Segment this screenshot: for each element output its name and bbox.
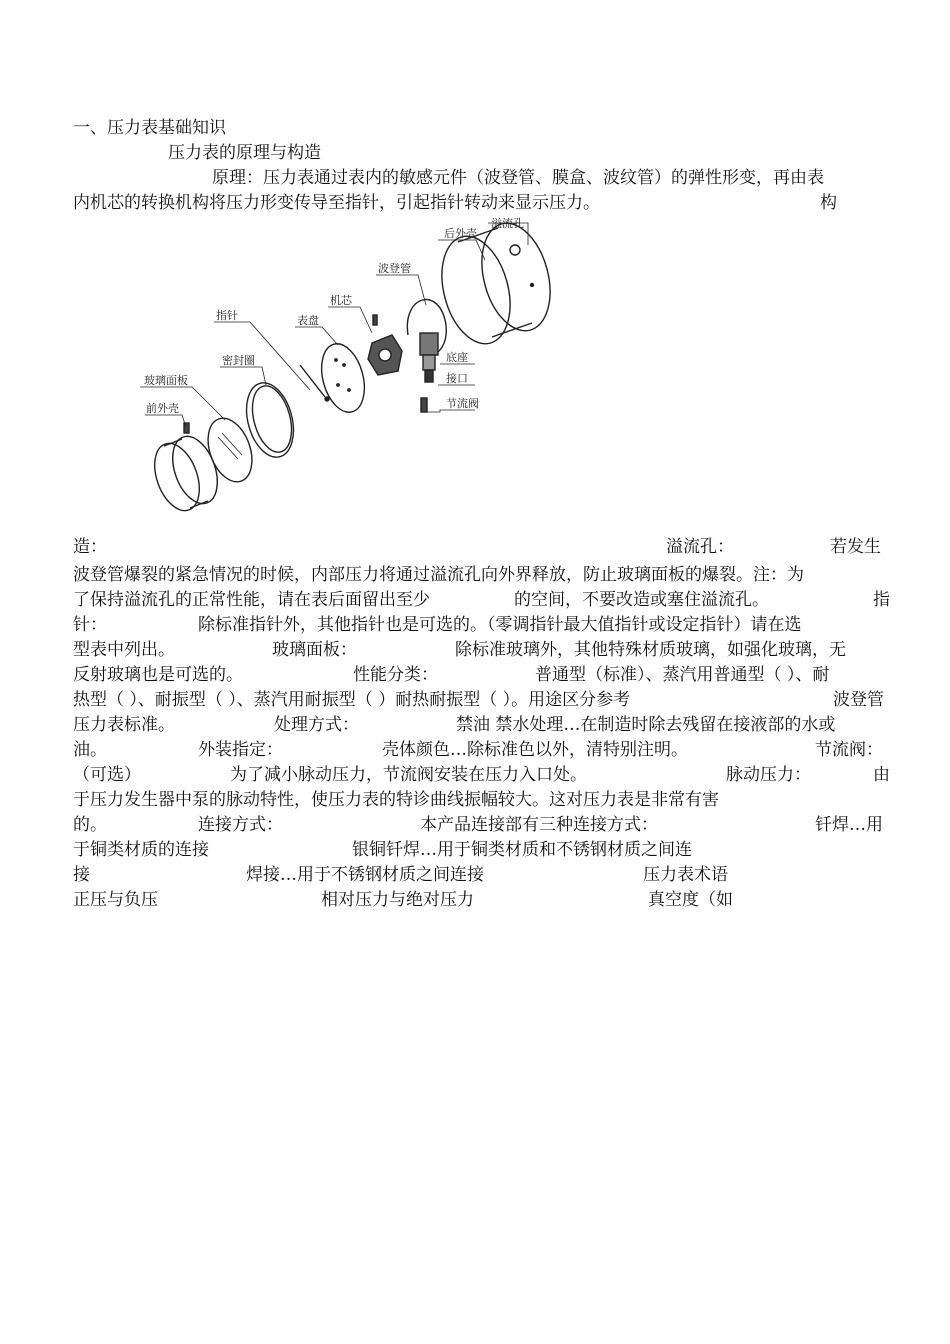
body-line-12-d: 钎焊…用 <box>815 815 883 835</box>
throttle-valve-part <box>421 398 427 412</box>
body-line-3-c: 指 <box>873 590 890 610</box>
body-line-2: 波登管爆裂的紧急情况的时候，内部压力将通过溢流孔向外界释放，防止玻璃面板的爆裂。注：为 <box>73 565 804 585</box>
body-line-9-d: 节流阀： <box>815 740 883 760</box>
body-line-9-a: 油。 <box>73 740 107 760</box>
label-throttle-valve: 节流阀 <box>446 397 479 410</box>
body-line-10-c: 脉动压力： <box>726 765 811 785</box>
body-line-7-b: 波登管 <box>833 690 884 710</box>
body-line-9-b: 外装指定： <box>198 740 283 760</box>
body-line-8-b: 处理方式： <box>274 715 359 735</box>
body-line-10-b: 为了减小脉动压力，节流阀安装在压力入口处。 <box>230 765 587 785</box>
section-heading: 一、压力表基础知识 <box>73 118 226 138</box>
body-line-9-c: 壳体颜色…除标准色以外，清特别注明。 <box>382 740 688 760</box>
body-line-15-c: 真空度（如 <box>648 890 733 910</box>
dial-part <box>315 339 372 417</box>
body-line-6-c: 普通型（标准）、蒸汽用普通型（ ）、耐 <box>535 665 830 685</box>
bourdon-tube-part <box>407 300 446 382</box>
body-line-3-a: 了保持溢流孔的正常性能，请在表后面留出至少 <box>73 590 430 610</box>
label-bourdon-tube: 波登管 <box>378 262 411 275</box>
body-line-14-a: 接 <box>73 865 90 885</box>
body-line-4-a: 针： <box>73 615 107 635</box>
body-line-3-b: 的空间，不要改造或塞住溢流孔。 <box>514 590 769 610</box>
subsection-heading: 压力表的原理与构造 <box>168 143 321 163</box>
label-base: 底座 <box>446 351 468 364</box>
intro-line-1: 原理：压力表通过表内的敏感元件（波登管、膜盒、波纹管）的弹性形变，再由表 <box>212 168 824 188</box>
seal-ring-part <box>239 378 301 463</box>
body-line-15-a: 正压与负压 <box>73 890 158 910</box>
label-overflow-hole: 溢流孔 <box>491 217 524 230</box>
body-line-4-b: 除标准指针外，其他指针也是可选的。（零调指针最大值指针或设定指针）请在选 <box>198 615 802 635</box>
body-line-11: 于压力发生器中泵的脉动特性，使压力表的特诊曲线振幅较大。这对压力表是非常有害 <box>73 790 719 810</box>
body-line-8-c: 禁油 禁水处理…在制造时除去残留在接液部的水或 <box>456 715 836 735</box>
body-line-1-a: 造： <box>73 537 107 557</box>
intro-line-2-tail: 构 <box>820 193 837 213</box>
glass-panel-part <box>200 412 260 488</box>
body-line-6-b: 性能分类： <box>353 665 438 685</box>
body-line-6-a: 反射玻璃也是可选的。 <box>73 665 243 685</box>
front-case-part <box>146 423 226 517</box>
body-line-13-a: 于铜类材质的连接 <box>73 840 209 860</box>
body-line-14-c: 压力表术语 <box>643 865 728 885</box>
body-line-12-c: 本产品连接部有三种连接方式： <box>420 815 658 835</box>
body-line-8-a: 压力表标准。 <box>73 715 175 735</box>
label-pointer: 指针 <box>216 309 238 322</box>
pressure-gauge-exploded-diagram <box>140 215 560 520</box>
body-line-15-b: 相对压力与绝对压力 <box>321 890 474 910</box>
body-line-5-b: 玻璃面板： <box>272 640 357 660</box>
label-movement: 机芯 <box>330 294 352 307</box>
body-line-10-d: 由 <box>873 765 890 785</box>
body-line-10-a: （可选） <box>73 765 141 785</box>
label-dial: 表盘 <box>297 314 319 327</box>
body-line-12-b: 连接方式： <box>198 815 283 835</box>
body-line-1-c: 若发生 <box>830 537 881 557</box>
body-line-13-b: 银铜钎焊…用于铜类材质和不锈钢材质之间连 <box>352 840 692 860</box>
body-line-12-a: 的。 <box>73 815 107 835</box>
label-front-case: 前外壳 <box>146 402 179 415</box>
body-line-5-a: 型表中列出。 <box>73 640 175 660</box>
intro-line-2: 内机芯的转换机构将压力形变传导至指针，引起指针转动来显示压力。 <box>73 193 600 213</box>
label-glass-panel: 玻璃面板 <box>144 374 188 387</box>
body-line-14-b: 焊接…用于不锈钢材质之间连接 <box>246 865 484 885</box>
body-line-7-a: 热型（ ）、耐振型（ ）、蒸汽用耐振型（ ）耐热耐振型（ ）。用途区分参考 <box>73 690 631 710</box>
label-seal-ring: 密封圈 <box>222 354 255 367</box>
body-line-5-c: 除标准玻璃外，其他特殊材质玻璃，如强化玻璃，无 <box>455 640 846 660</box>
label-rear-case: 后外壳 <box>444 227 477 240</box>
body-line-1-b: 溢流孔： <box>666 537 734 557</box>
movement-part <box>368 315 402 375</box>
label-connector: 接口 <box>446 372 468 385</box>
